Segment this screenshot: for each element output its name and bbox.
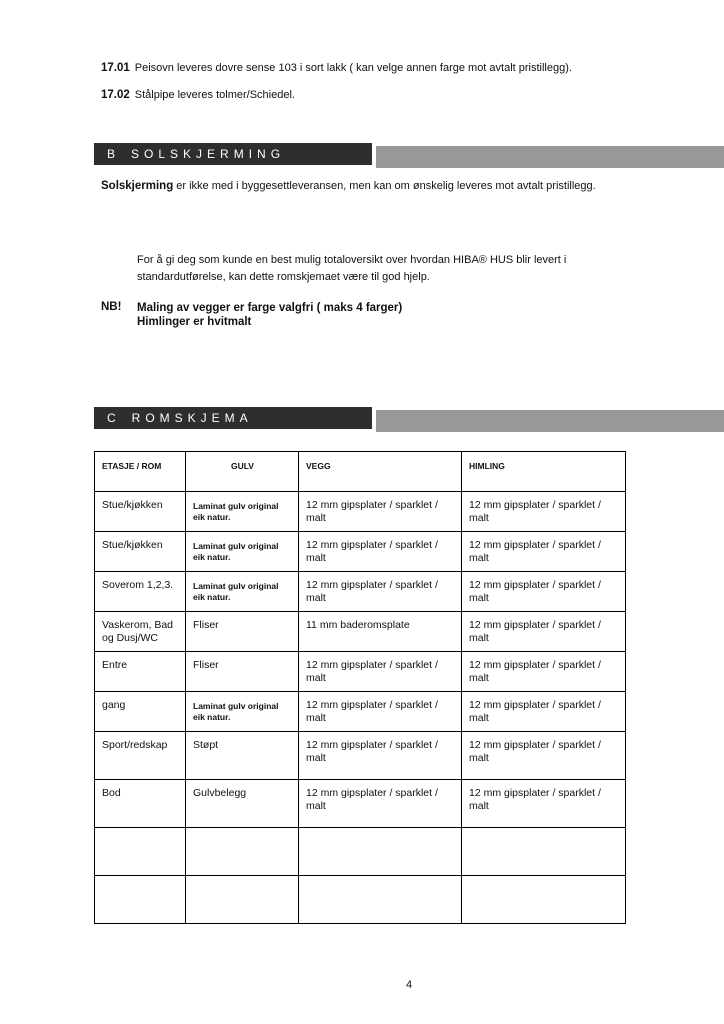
room-cell: Sport/redskap [95,732,186,780]
section-c-title: ROMSKJEMA [131,411,253,425]
room-cell [95,828,186,876]
section-c-letter: C [107,411,118,425]
spec-item-number: 17.02 [101,89,130,101]
room-table-body [95,492,626,924]
section-b-dark-bar [94,143,372,165]
page-number: 4 [405,979,413,991]
table-row [95,532,626,572]
lead-bold-word: Solskjerming [101,180,174,192]
gulv-cell [186,876,299,924]
table-row [95,572,626,612]
vegg-cell: 12 mm gipsplater / sparklet / malt [299,732,462,780]
table-header-row [95,452,626,492]
spec-item-text: Stålpipe leveres tolmer/Schiedel. [134,89,295,101]
header-gulv: GULV [186,452,299,492]
nb-lines [137,301,621,329]
gulv-cell: Fliser [186,612,299,652]
table-row [95,828,626,876]
table-row [95,732,626,780]
table-row [95,780,626,828]
vegg-cell [299,828,462,876]
gulv-cell [186,828,299,876]
room-cell: Bod [95,780,186,828]
section-header-b [0,143,724,168]
himling-cell [462,828,626,876]
himling-cell: 12 mm gipsplater / sparklet / malt [462,732,626,780]
intro-paragraph: For å gi deg som kunde en best mulig totaloversikt over hvordan HIBA® HUS blir levert i standardutførelse, kan dette romskjemaet være til god hjelp. [137,254,567,283]
section-c-gray-bar [376,410,724,432]
himling-cell: 12 mm gipsplater / sparklet / malt [462,692,626,732]
room-cell: Stue/kjøkken [95,492,186,532]
himling-cell: 12 mm gipsplater / sparklet / malt [462,572,626,612]
header-himling: HIMLING [462,452,626,492]
room-table [94,451,626,924]
himling-cell: 12 mm gipsplater / sparklet / malt [462,492,626,532]
himling-cell [462,876,626,924]
vegg-cell: 11 mm baderomsplate [299,612,462,652]
vegg-cell: 12 mm gipsplater / sparklet / malt [299,572,462,612]
himling-cell: 12 mm gipsplater / sparklet / malt [462,532,626,572]
gulv-cell: Støpt [186,732,299,780]
table-row [95,876,626,924]
nb-label: NB! [101,301,122,313]
vegg-cell: 12 mm gipsplater / sparklet / malt [299,692,462,732]
table-row [95,652,626,692]
himling-cell: 12 mm gipsplater / sparklet / malt [462,652,626,692]
section-b-title: SOLSKJERMING [131,147,286,161]
section-c-dark-bar [94,407,372,429]
gulv-cell: Laminat gulv original eik natur. [186,572,299,612]
gulv-cell: Laminat gulv original eik natur. [186,692,299,732]
room-cell: gang [95,692,186,732]
section-b-gray-bar [376,146,724,168]
section-b-letter: B [107,147,118,161]
nb-line-2: Himlinger er hvitmalt [137,316,252,328]
spec-items [101,61,661,115]
spec-item-17-01 [101,61,661,76]
gulv-cell: Fliser [186,652,299,692]
section-header-c [0,407,724,432]
vegg-cell: 12 mm gipsplater / sparklet / malt [299,492,462,532]
vegg-cell: 12 mm gipsplater / sparklet / malt [299,652,462,692]
himling-cell: 12 mm gipsplater / sparklet / malt [462,780,626,828]
spec-item-number: 17.01 [101,62,130,74]
vegg-cell: 12 mm gipsplater / sparklet / malt [299,532,462,572]
room-cell: Entre [95,652,186,692]
himling-cell: 12 mm gipsplater / sparklet / malt [462,612,626,652]
gulv-cell: Laminat gulv original eik natur. [186,492,299,532]
nb-line-1: Maling av vegger er farge valgfri ( maks 4 farger) [137,302,403,314]
gulv-cell: Laminat gulv original eik natur. [186,532,299,572]
vegg-cell: 12 mm gipsplater / sparklet / malt [299,780,462,828]
table-row [95,612,626,652]
room-cell [95,876,186,924]
room-table-wrap [94,451,626,924]
header-etasje-rom: ETASJE / ROM [95,452,186,492]
lead-rest-text: er ikke med i byggesettleveransen, men kan om ønskelig leveres mot avtalt pristillegg. [173,180,596,192]
room-cell: Vaskerom, Bad og Dusj/WC [95,612,186,652]
spec-item-17-02 [101,88,661,103]
spec-item-text: Peisovn leveres dovre sense 103 i sort lakk ( kan velge annen farge mot avtalt pristillegg). [134,62,572,74]
table-row [95,692,626,732]
section-b-lead [101,179,641,194]
nb-block [101,301,621,329]
table-row [95,492,626,532]
room-cell: Stue/kjøkken [95,532,186,572]
gulv-cell: Gulvbelegg [186,780,299,828]
room-cell: Soverom 1,2,3. [95,572,186,612]
vegg-cell [299,876,462,924]
header-vegg: VEGG [299,452,462,492]
